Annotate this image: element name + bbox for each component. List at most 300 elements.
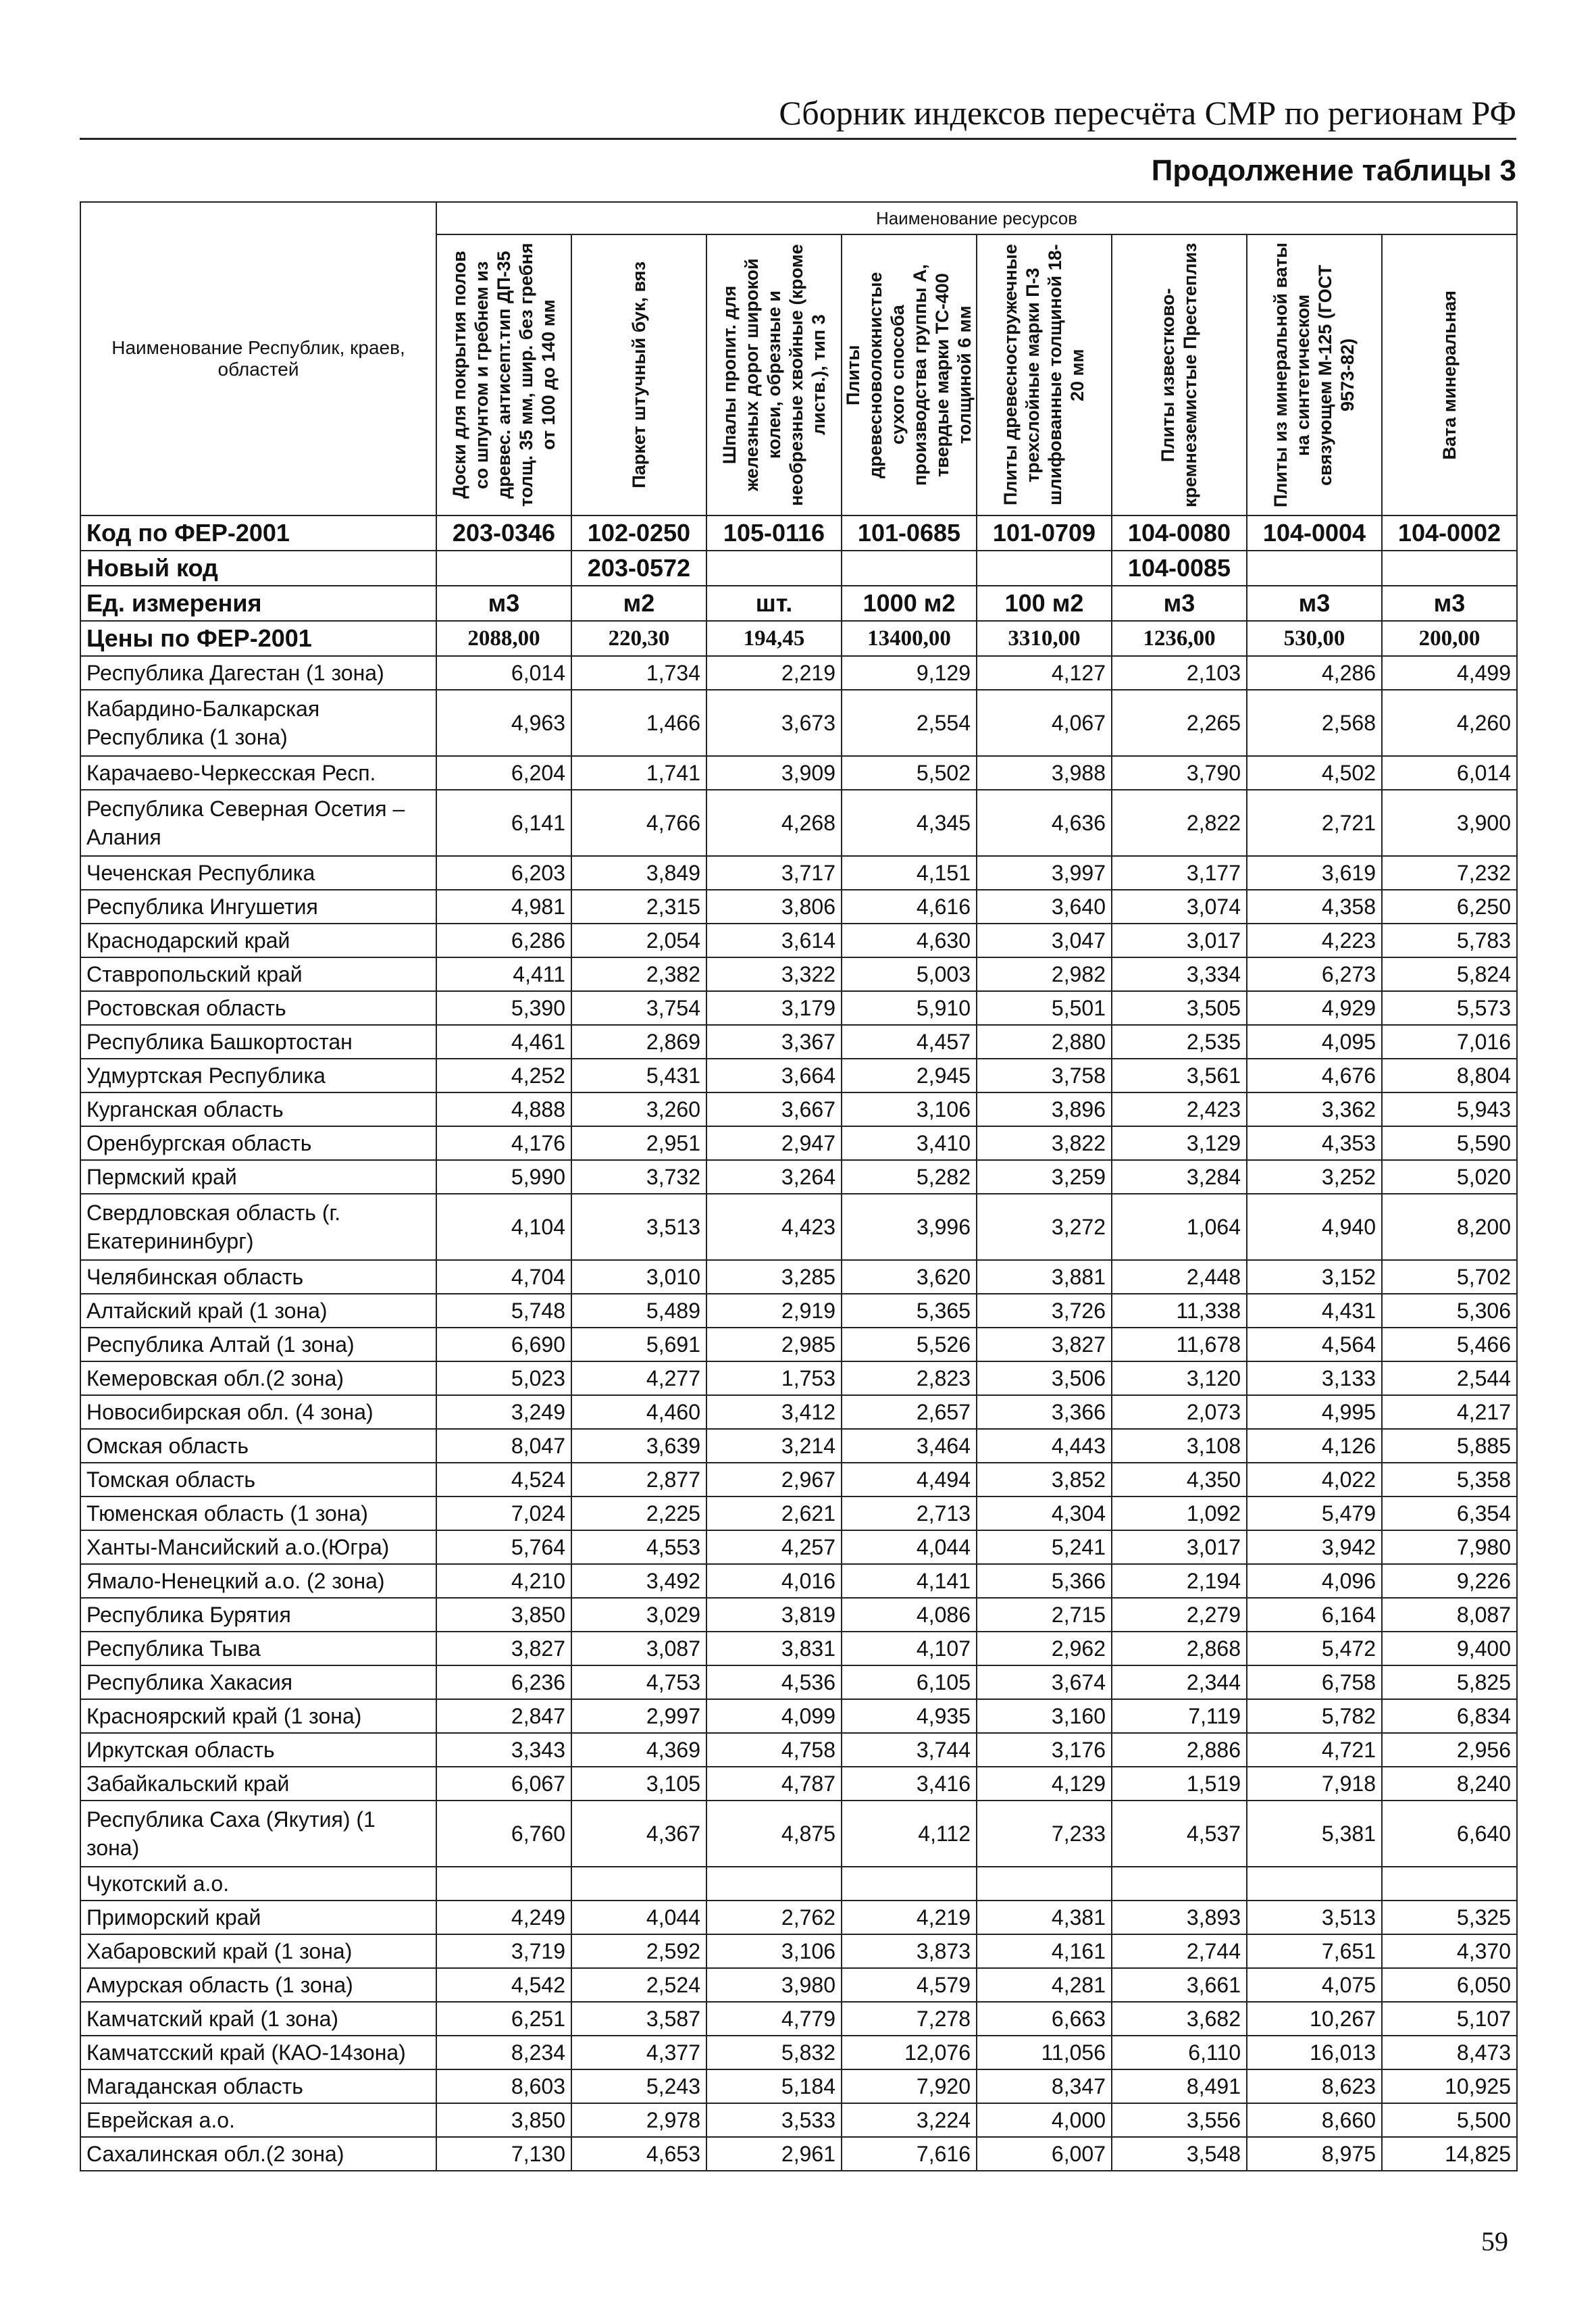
index-value-cell: 2,715 [977, 1598, 1112, 1632]
index-value-cell: 4,457 [842, 1025, 977, 1059]
table-row [80, 2002, 1517, 2036]
index-value-cell: 7,278 [842, 2002, 977, 2036]
unit-row [80, 586, 1517, 621]
index-value-cell: 1,519 [1112, 1767, 1247, 1801]
index-value-cell: 7,616 [842, 2137, 977, 2171]
table-row [80, 1564, 1517, 1598]
region-name: Алтайский край (1 зона) [80, 1294, 436, 1328]
index-value-cell: 5,502 [842, 756, 977, 790]
index-value-cell: 4,369 [571, 1733, 706, 1767]
index-value-cell: 4,721 [1247, 1733, 1382, 1767]
index-value-cell: 6,286 [436, 924, 571, 957]
index-value-cell: 2,423 [1112, 1092, 1247, 1126]
index-value-cell: 3,133 [1247, 1361, 1382, 1395]
index-value-cell [1382, 1867, 1517, 1901]
price-cell: 3310,00 [977, 621, 1112, 656]
index-value-cell: 3,726 [977, 1294, 1112, 1328]
index-value-cell: 4,075 [1247, 1968, 1382, 2002]
index-value-cell: 3,556 [1112, 2103, 1247, 2137]
index-value-cell: 4,564 [1247, 1328, 1382, 1361]
index-value-cell: 4,499 [1382, 656, 1517, 690]
index-value-cell: 5,748 [436, 1294, 571, 1328]
index-value-cell: 3,506 [977, 1361, 1112, 1395]
region-name: Республика Бурятия [80, 1598, 436, 1632]
index-value-cell: 3,362 [1247, 1092, 1382, 1126]
fer-code-cell: 101-0709 [977, 515, 1112, 551]
index-value-cell: 4,022 [1247, 1463, 1382, 1496]
resource-column-label: Паркет штучный бук, вяз [628, 261, 649, 488]
index-value-cell: 4,553 [571, 1530, 706, 1564]
table-row [80, 1496, 1517, 1530]
index-value-cell: 6,050 [1382, 1968, 1517, 2002]
resource-column-header [1247, 234, 1382, 515]
region-name: Республика Алтай (1 зона) [80, 1328, 436, 1361]
index-value-cell: 5,910 [842, 991, 977, 1025]
index-value-cell: 5,825 [1382, 1665, 1517, 1699]
index-value-cell: 3,285 [706, 1260, 842, 1294]
index-value-cell: 11,056 [977, 2036, 1112, 2069]
index-value-cell: 2,225 [571, 1496, 706, 1530]
index-value-cell: 2,982 [977, 957, 1112, 991]
region-name: Карачаево-Черкесская Респ. [80, 756, 436, 790]
index-value-cell: 2,985 [706, 1328, 842, 1361]
region-name: Республика Ингушетия [80, 890, 436, 924]
index-value-cell: 4,304 [977, 1496, 1112, 1530]
index-value-cell: 6,067 [436, 1767, 571, 1801]
fer-code-cell: 105-0116 [706, 515, 842, 551]
region-name: Свердловская область (г. Екатерининбург) [80, 1194, 436, 1260]
index-value-cell: 3,412 [706, 1395, 842, 1429]
resource-column-header [842, 234, 977, 515]
price-cell: 13400,00 [842, 621, 977, 656]
table-body [80, 515, 1517, 2171]
index-value-cell: 1,092 [1112, 1496, 1247, 1530]
index-value-cell: 3,988 [977, 756, 1112, 790]
index-value-cell: 2,382 [571, 957, 706, 991]
regional-index-table [80, 201, 1518, 2171]
unit-label: Ед. измерения [80, 586, 436, 621]
new-code-cell [436, 551, 571, 586]
table-row [80, 2103, 1517, 2137]
index-value-cell: 7,119 [1112, 1699, 1247, 1733]
index-value-cell: 4,766 [571, 790, 706, 856]
table-row [80, 1429, 1517, 1463]
index-value-cell: 4,257 [706, 1530, 842, 1564]
index-value-cell: 2,956 [1382, 1733, 1517, 1767]
region-name: Республика Хакасия [80, 1665, 436, 1699]
index-value-cell [706, 1867, 842, 1901]
index-value-cell: 4,995 [1247, 1395, 1382, 1429]
index-value-cell: 2,919 [706, 1294, 842, 1328]
index-value-cell: 2,951 [571, 1126, 706, 1160]
index-value-cell: 3,893 [1112, 1901, 1247, 1934]
table-row [80, 1361, 1517, 1395]
index-value-cell: 2,762 [706, 1901, 842, 1934]
index-value-cell: 8,660 [1247, 2103, 1382, 2137]
index-value-cell: 6,758 [1247, 1665, 1382, 1699]
index-value-cell: 2,713 [842, 1496, 977, 1530]
index-value-cell: 4,779 [706, 2002, 842, 2036]
index-value-cell: 8,603 [436, 2069, 571, 2103]
index-value-cell: 3,410 [842, 1126, 977, 1160]
index-value-cell: 1,734 [571, 656, 706, 690]
index-value-cell: 3,620 [842, 1260, 977, 1294]
index-value-cell: 2,544 [1382, 1361, 1517, 1395]
index-value-cell: 2,535 [1112, 1025, 1247, 1059]
price-label: Цены по ФЕР-2001 [80, 621, 436, 656]
index-value-cell: 3,533 [706, 2103, 842, 2137]
unit-cell: м3 [436, 586, 571, 621]
index-value-cell: 10,925 [1382, 2069, 1517, 2103]
index-value-cell: 3,120 [1112, 1361, 1247, 1395]
index-value-cell: 4,411 [436, 957, 571, 991]
index-value-cell: 8,047 [436, 1429, 571, 1463]
unit-cell: м3 [1382, 586, 1517, 621]
region-name: Республика Тыва [80, 1632, 436, 1665]
index-value-cell: 4,431 [1247, 1294, 1382, 1328]
region-name: Томская область [80, 1463, 436, 1496]
table-row [80, 1059, 1517, 1092]
index-value-cell: 4,000 [977, 2103, 1112, 2137]
index-value-cell: 2,967 [706, 1463, 842, 1496]
index-value-cell: 4,929 [1247, 991, 1382, 1025]
index-value-cell: 3,980 [706, 1968, 842, 2002]
index-value-cell: 3,587 [571, 2002, 706, 2036]
unit-cell: м3 [1247, 586, 1382, 621]
price-cell: 220,30 [571, 621, 706, 656]
index-value-cell: 3,827 [977, 1328, 1112, 1361]
fer-code-cell: 104-0004 [1247, 515, 1382, 551]
index-value-cell: 5,020 [1382, 1160, 1517, 1194]
index-value-cell: 3,873 [842, 1934, 977, 1968]
index-value-cell: 3,492 [571, 1564, 706, 1598]
index-value-cell: 4,112 [842, 1801, 977, 1867]
index-value-cell: 2,054 [571, 924, 706, 957]
index-value-cell: 5,501 [977, 991, 1112, 1025]
fer-code-label: Код по ФЕР-2001 [80, 515, 436, 551]
index-value-cell: 3,047 [977, 924, 1112, 957]
price-row [80, 621, 1517, 656]
index-value-cell: 4,104 [436, 1194, 571, 1260]
table-row [80, 756, 1517, 790]
index-value-cell: 3,224 [842, 2103, 977, 2137]
index-value-cell: 3,176 [977, 1733, 1112, 1767]
index-value-cell: 2,886 [1112, 1733, 1247, 1767]
index-value-cell: 8,623 [1247, 2069, 1382, 2103]
index-value-cell: 4,758 [706, 1733, 842, 1767]
table-row [80, 1025, 1517, 1059]
index-value-cell: 5,573 [1382, 991, 1517, 1025]
index-value-cell: 4,176 [436, 1126, 571, 1160]
index-value-cell: 4,616 [842, 890, 977, 924]
index-value-cell: 5,243 [571, 2069, 706, 2103]
region-name: Ханты-Мансийский а.о.(Югра) [80, 1530, 436, 1564]
index-value-cell: 3,214 [706, 1429, 842, 1463]
index-value-cell: 4,281 [977, 1968, 1112, 2002]
index-value-cell: 5,500 [1382, 2103, 1517, 2137]
index-value-cell: 4,502 [1247, 756, 1382, 790]
region-name: Магаданская область [80, 2069, 436, 2103]
table-row [80, 1665, 1517, 1699]
index-value-cell: 3,029 [571, 1598, 706, 1632]
index-value-cell: 2,344 [1112, 1665, 1247, 1699]
index-value-cell: 3,513 [571, 1194, 706, 1260]
index-value-cell: 2,961 [706, 2137, 842, 2171]
index-value-cell: 3,664 [706, 1059, 842, 1092]
table-row [80, 1867, 1517, 1901]
index-value-cell: 4,358 [1247, 890, 1382, 924]
index-value-cell: 4,636 [977, 790, 1112, 856]
index-value-cell: 4,067 [977, 690, 1112, 756]
index-value-cell: 4,537 [1112, 1801, 1247, 1867]
index-value-cell: 12,076 [842, 2036, 977, 2069]
index-value-cell: 3,108 [1112, 1429, 1247, 1463]
table-row [80, 690, 1517, 756]
index-value-cell: 2,265 [1112, 690, 1247, 756]
index-value-cell: 6,204 [436, 756, 571, 790]
fer-code-cell: 101-0685 [842, 515, 977, 551]
price-cell: 530,00 [1247, 621, 1382, 656]
index-value-cell: 3,177 [1112, 856, 1247, 890]
index-value-cell: 5,489 [571, 1294, 706, 1328]
table-row [80, 656, 1517, 690]
unit-cell: 100 м2 [977, 586, 1112, 621]
index-value-cell: 4,704 [436, 1260, 571, 1294]
new-code-cell [977, 551, 1112, 586]
index-value-cell: 4,095 [1247, 1025, 1382, 1059]
index-value-cell: 5,832 [706, 2036, 842, 2069]
resource-column-header [977, 234, 1112, 515]
new-code-cell [1247, 551, 1382, 586]
region-name: Республика Башкортостан [80, 1025, 436, 1059]
index-value-cell: 3,806 [706, 890, 842, 924]
index-value-cell: 5,783 [1382, 924, 1517, 957]
index-value-cell: 6,141 [436, 790, 571, 856]
index-value-cell: 4,151 [842, 856, 977, 890]
index-value-cell: 4,353 [1247, 1126, 1382, 1160]
table-row [80, 790, 1517, 856]
region-name: Республика Саха (Якутия) (1 зона) [80, 1801, 436, 1867]
region-name: Хабаровский край (1 зона) [80, 1934, 436, 1968]
region-name: Забайкальский край [80, 1767, 436, 1801]
index-value-cell: 7,920 [842, 2069, 977, 2103]
index-value-cell: 3,831 [706, 1632, 842, 1665]
table-row [80, 1699, 1517, 1733]
index-value-cell: 3,682 [1112, 2002, 1247, 2036]
index-value-cell: 5,885 [1382, 1429, 1517, 1463]
index-value-cell: 3,909 [706, 756, 842, 790]
fer-code-cell: 104-0080 [1112, 515, 1247, 551]
index-value-cell: 3,366 [977, 1395, 1112, 1429]
index-value-cell: 3,896 [977, 1092, 1112, 1126]
index-value-cell: 2,823 [842, 1361, 977, 1395]
index-value-cell: 7,918 [1247, 1767, 1382, 1801]
index-value-cell: 8,087 [1382, 1598, 1517, 1632]
index-value-cell: 5,990 [436, 1160, 571, 1194]
index-value-cell: 2,744 [1112, 1934, 1247, 1968]
index-value-cell [977, 1867, 1112, 1901]
index-value-cell: 4,423 [706, 1194, 842, 1260]
index-value-cell: 6,690 [436, 1328, 571, 1361]
index-value-cell: 4,370 [1382, 1934, 1517, 1968]
index-value-cell: 4,044 [842, 1530, 977, 1564]
index-value-cell: 5,358 [1382, 1463, 1517, 1496]
index-value-cell: 3,667 [706, 1092, 842, 1126]
index-value-cell: 4,219 [842, 1901, 977, 1934]
index-value-cell: 1,466 [571, 690, 706, 756]
index-value-cell: 3,259 [977, 1160, 1112, 1194]
index-value-cell: 3,881 [977, 1260, 1112, 1294]
resource-column-header [1382, 234, 1517, 515]
index-value-cell: 5,306 [1382, 1294, 1517, 1328]
table-row [80, 1767, 1517, 1801]
index-value-cell: 3,732 [571, 1160, 706, 1194]
index-value-cell: 3,850 [436, 2103, 571, 2137]
index-value-cell: 4,787 [706, 1767, 842, 1801]
index-value-cell: 3,272 [977, 1194, 1112, 1260]
unit-cell: шт. [706, 586, 842, 621]
resource-column-label: Плиты древесноволокнистые сухого способа производства группы А, твердые марки ТС-400 толщиной 6 мм [843, 263, 975, 486]
index-value-cell: 3,673 [706, 690, 842, 756]
index-value-cell: 3,106 [842, 1092, 977, 1126]
collection-title: Сборник индексов пересчёта СМР по регионам РФ [779, 94, 1516, 132]
index-value-cell: 3,790 [1112, 756, 1247, 790]
resource-column-header [706, 234, 842, 515]
index-value-cell: 6,164 [1247, 1598, 1382, 1632]
index-value-cell: 7,980 [1382, 1530, 1517, 1564]
table-continuation-title: Продолжение таблицы 3 [1151, 154, 1516, 187]
resource-column-header [436, 234, 571, 515]
index-value-cell: 5,023 [436, 1361, 571, 1395]
index-value-cell: 6,203 [436, 856, 571, 890]
index-value-cell: 3,744 [842, 1733, 977, 1767]
index-value-cell: 4,107 [842, 1632, 977, 1665]
index-value-cell: 3,661 [1112, 1968, 1247, 2002]
index-value-cell: 3,334 [1112, 957, 1247, 991]
index-value-cell: 8,234 [436, 2036, 571, 2069]
region-name: Оренбургская область [80, 1126, 436, 1160]
table-row [80, 890, 1517, 924]
index-value-cell: 3,900 [1382, 790, 1517, 856]
fer-code-row [80, 515, 1517, 551]
index-value-cell: 3,996 [842, 1194, 977, 1260]
index-value-cell: 3,252 [1247, 1160, 1382, 1194]
index-value-cell: 8,473 [1382, 2036, 1517, 2069]
index-value-cell: 4,099 [706, 1699, 842, 1733]
table-row [80, 856, 1517, 890]
index-value-cell: 7,651 [1247, 1934, 1382, 1968]
index-value-cell: 5,365 [842, 1294, 977, 1328]
unit-cell: 1000 м2 [842, 586, 977, 621]
region-name: Кемеровская обл.(2 зона) [80, 1361, 436, 1395]
index-value-cell: 5,466 [1382, 1328, 1517, 1361]
index-value-cell: 4,217 [1382, 1395, 1517, 1429]
index-value-cell: 6,014 [1382, 756, 1517, 790]
index-value-cell: 3,850 [436, 1598, 571, 1632]
index-value-cell: 4,286 [1247, 656, 1382, 690]
index-value-cell: 4,210 [436, 1564, 571, 1598]
table-row [80, 1801, 1517, 1867]
index-value-cell: 5,824 [1382, 957, 1517, 991]
index-value-cell: 4,127 [977, 656, 1112, 690]
region-name: Удмуртская Республика [80, 1059, 436, 1092]
index-value-cell: 6,663 [977, 2002, 1112, 2036]
index-value-cell: 3,087 [571, 1632, 706, 1665]
table-row [80, 1294, 1517, 1328]
resources-header: Наименование ресурсов [436, 202, 1517, 234]
index-value-cell: 8,804 [1382, 1059, 1517, 1092]
resource-column-label: Шпалы пропит. для железных дорог широкой колеи, обрезные и необрезные хвойные (кроме листв.), тип 3 [719, 244, 829, 506]
index-value-cell: 8,347 [977, 2069, 1112, 2103]
resource-column-label: Плиты древесностружечные трехслойные марки П-3 шлифованные толщиной 18-20 мм [1000, 244, 1087, 506]
index-value-cell: 4,367 [571, 1801, 706, 1867]
index-value-cell: 3,129 [1112, 1126, 1247, 1160]
index-value-cell: 7,024 [436, 1496, 571, 1530]
new-code-row [80, 551, 1517, 586]
index-value-cell: 3,416 [842, 1767, 977, 1801]
index-value-cell: 3,152 [1247, 1260, 1382, 1294]
index-value-cell: 5,241 [977, 1530, 1112, 1564]
index-value-cell: 3,464 [842, 1429, 977, 1463]
index-value-cell: 2,869 [571, 1025, 706, 1059]
table-row [80, 1328, 1517, 1361]
index-value-cell: 5,431 [571, 1059, 706, 1092]
region-name: Чеченская Республика [80, 856, 436, 890]
index-value-cell: 9,226 [1382, 1564, 1517, 1598]
index-value-cell: 5,003 [842, 957, 977, 991]
index-value-cell: 4,260 [1382, 690, 1517, 756]
index-value-cell: 5,702 [1382, 1260, 1517, 1294]
index-value-cell: 4,252 [436, 1059, 571, 1092]
index-value-cell: 2,103 [1112, 656, 1247, 690]
new-code-cell: 104-0085 [1112, 551, 1247, 586]
index-value-cell [842, 1867, 977, 1901]
index-value-cell: 2,997 [571, 1699, 706, 1733]
index-value-cell: 2,868 [1112, 1632, 1247, 1665]
index-value-cell: 4,016 [706, 1564, 842, 1598]
index-value-cell: 3,343 [436, 1733, 571, 1767]
page-number: 59 [1481, 2226, 1508, 2257]
index-value-cell: 2,315 [571, 890, 706, 924]
index-value-cell: 2,822 [1112, 790, 1247, 856]
index-value-cell: 3,160 [977, 1699, 1112, 1733]
index-value-cell: 4,443 [977, 1429, 1112, 1463]
index-value-cell: 7,016 [1382, 1025, 1517, 1059]
table-row [80, 1395, 1517, 1429]
unit-cell: м3 [1112, 586, 1247, 621]
index-value-cell: 4,494 [842, 1463, 977, 1496]
index-value-cell: 4,542 [436, 1968, 571, 2002]
resource-column-label: Плиты из минеральной ваты на синтетическом связующем М-125 (ГОСТ 9573-82) [1270, 242, 1358, 508]
index-value-cell: 3,942 [1247, 1530, 1382, 1564]
table-row [80, 924, 1517, 957]
resource-column-label: Доски для покрытия полов со шпунтом и гребнем из древес. антисепт.тип ДП-35 толщ. 35 мм, шир. без гребня от 100 до 140 мм [448, 243, 559, 507]
index-value-cell: 4,653 [571, 2137, 706, 2171]
index-value-cell: 3,264 [706, 1160, 842, 1194]
index-value-cell: 2,945 [842, 1059, 977, 1092]
index-value-cell: 3,997 [977, 856, 1112, 890]
table-row [80, 1092, 1517, 1126]
table-row [80, 2036, 1517, 2069]
table-row [80, 991, 1517, 1025]
index-value-cell [571, 1867, 706, 1901]
index-value-cell: 6,236 [436, 1665, 571, 1699]
index-value-cell: 7,232 [1382, 856, 1517, 890]
region-name: Приморский край [80, 1901, 436, 1934]
unit-cell: м2 [571, 586, 706, 621]
index-value-cell: 4,350 [1112, 1463, 1247, 1496]
index-value-cell: 2,448 [1112, 1260, 1247, 1294]
